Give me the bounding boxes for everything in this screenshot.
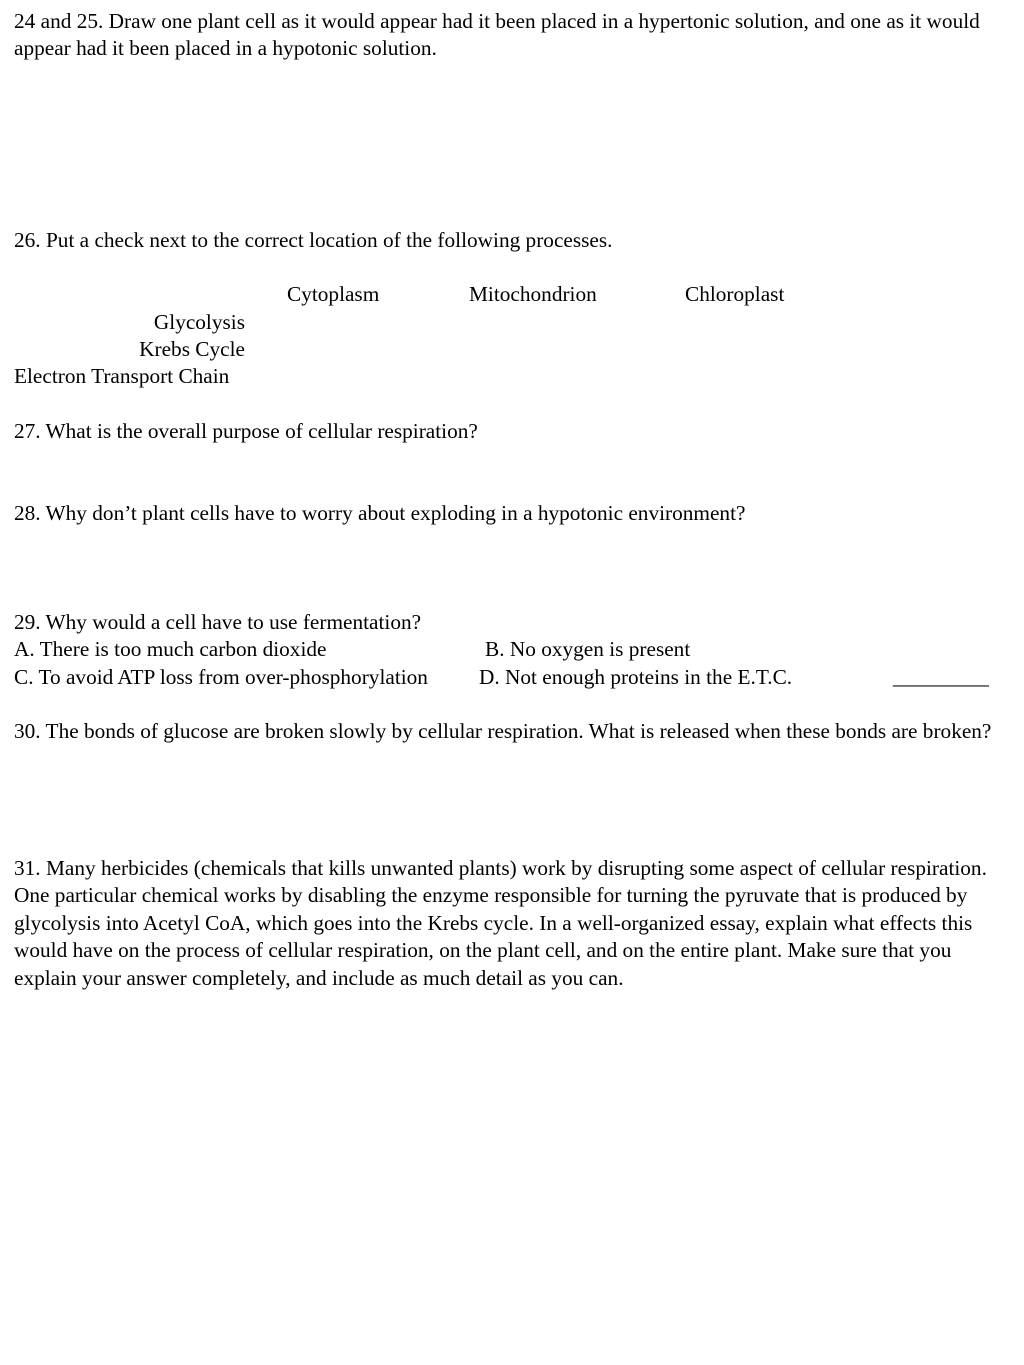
- question-26-prompt: 26. Put a check next to the correct location of the following processes.: [14, 228, 613, 252]
- question-29-prompt: 29. Why would a cell have to use fermentation?: [14, 610, 422, 634]
- question-28: 28. Why don’t plant cells have to worry about exploding in a hypotonic environment?: [14, 501, 746, 525]
- question-31-essay: 31. Many herbicides (chemicals that kills unwanted plants) work by disrupting some aspect of cellular respiration. One particular chemical works by disabling the enzyme responsible for turning the pyruvate that is produced by glycolysis into Acetyl CoA, which goes into the Krebs cycle. In a well-organized essay, explain what effects this would have on the process of cellular respiration, on the plant cell, and on the entire plant. Make sure that you explain your answer completely, and include as much detail as you can.: [14, 856, 987, 990]
- column-header-cytoplasm: Cytoplasm: [287, 282, 380, 306]
- row-label-krebs-cycle: Krebs Cycle: [139, 337, 245, 361]
- option-c: C. To avoid ATP loss from over-phosphorylation: [14, 665, 428, 689]
- row-label-glycolysis: Glycolysis: [153, 310, 245, 334]
- column-header-mitochondrion: Mitochondrion: [469, 282, 597, 306]
- option-d: D. Not enough proteins in the E.T.C.: [479, 665, 793, 689]
- answer-blank: _________: [893, 665, 989, 689]
- question-30: 30. The bonds of glucose are broken slowly by cellular respiration. What is released when these bonds are broken?: [14, 719, 992, 743]
- row-label-electron-transport-chain: Electron Transport Chain: [14, 364, 230, 388]
- question-27: 27. What is the overall purpose of cellular respiration?: [14, 419, 478, 443]
- option-b: B. No oxygen is present: [485, 637, 691, 661]
- option-a: A. There is too much carbon dioxide: [14, 637, 327, 661]
- column-header-chloroplast: Chloroplast: [685, 282, 785, 306]
- question-24-25: 24 and 25. Draw one plant cell as it would appear had it been placed in a hypertonic solution, and one as it would appear had it been placed in a hypotonic solution.: [14, 9, 980, 61]
